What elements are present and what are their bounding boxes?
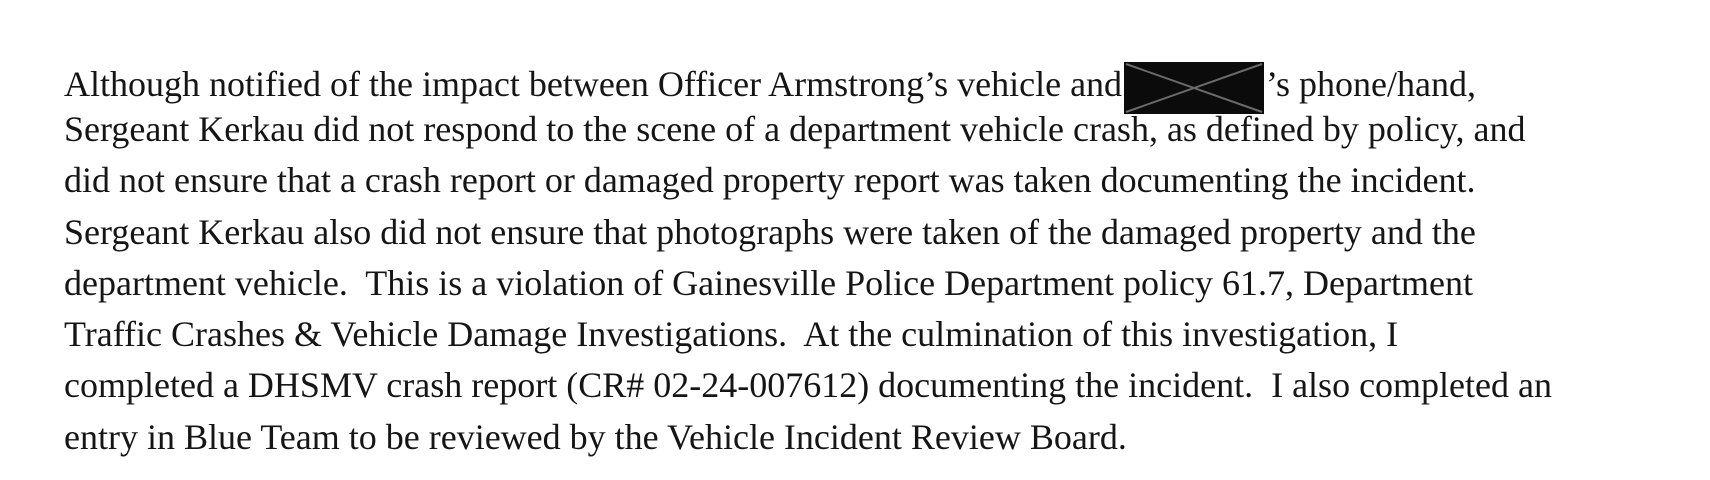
paragraph-line-8: entry in Blue Team to be reviewed by the Vehicle Incident Review Board. xyxy=(64,417,1127,457)
redaction-cross-icon xyxy=(1124,62,1264,114)
paragraph-line-4: Sergeant Kerkau also did not ensure that photographs were taken of the damaged property and the xyxy=(64,212,1476,252)
paragraph-line-7: completed a DHSMV crash report (CR# 02-24-007612) documenting the incident. I also completed an xyxy=(64,365,1552,405)
line-1-text-after-redaction: ’s phone/hand, xyxy=(1266,64,1477,104)
paragraph-line-6: Traffic Crashes & Vehicle Damage Investigations. At the culmination of this investigation, I xyxy=(64,314,1399,354)
line-1-text-before-redaction: Although notified of the impact between Officer Armstrong’s vehicle and xyxy=(64,64,1123,104)
paragraph-line-5: department vehicle. This is a violation of Gainesville Police Department policy 61.7, Department xyxy=(64,263,1473,303)
redaction-box xyxy=(1124,62,1264,114)
paragraph-line-2: Sergeant Kerkau did not respond to the scene of a department vehicle crash, as defined by policy, and xyxy=(64,109,1526,149)
paragraph-line-1 xyxy=(64,58,1476,110)
paragraph-line-3: did not ensure that a crash report or damaged property report was taken documenting the incident. xyxy=(64,160,1476,200)
